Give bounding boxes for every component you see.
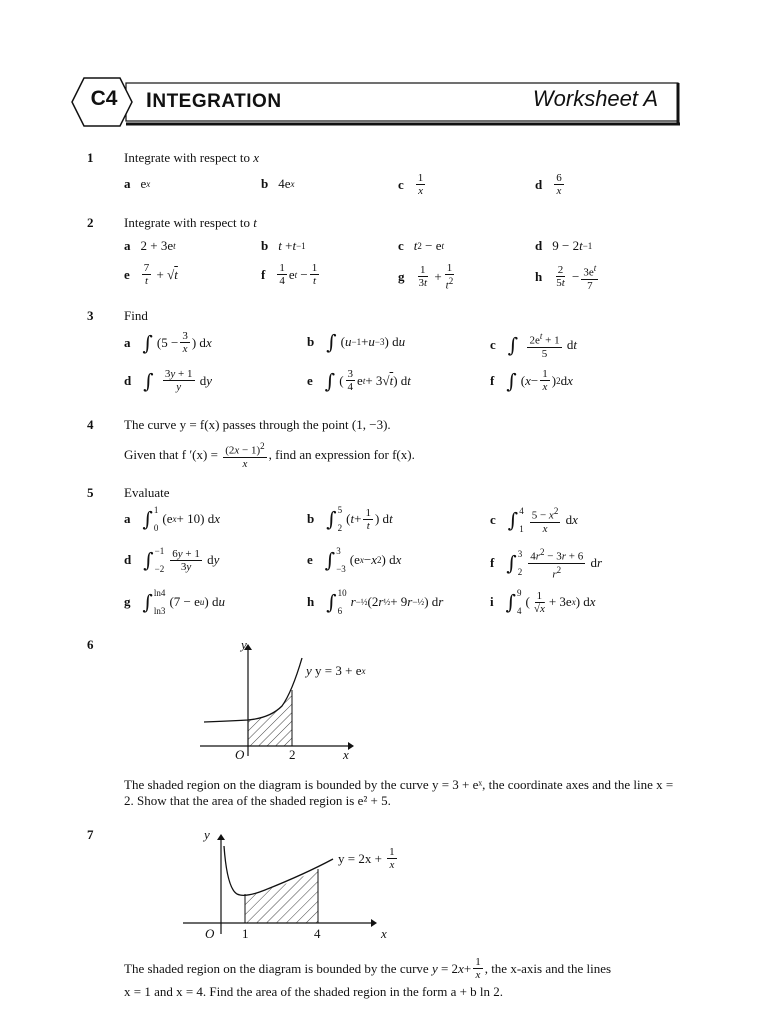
q1-part-d: d $\frac{6}{x}$ bbox=[535, 172, 562, 197]
q2-part-f: f $\frac{1}{4}$ e t − $\frac{1}{t}$ bbox=[261, 262, 318, 287]
question-text: The curve y = f(x) passes through the point (1, −3). bbox=[124, 417, 391, 432]
q5-part-c: c ∫ 4 1 $\frac{5 - x^2}{x}$ d x bbox=[490, 505, 578, 535]
q5-part-h: h ∫ 10 6 r −½ (2 r ½ + 9 r −½ ) d r bbox=[307, 588, 444, 616]
q2-part-d: d 9 − 2 t −1 bbox=[535, 238, 593, 253]
worksheet-label: Worksheet A bbox=[532, 86, 658, 111]
section-title: INTEGRATION bbox=[146, 89, 282, 112]
question-number: 7 bbox=[87, 827, 94, 842]
q3-part-a: a ∫ (5 − $\frac{3}{x}$ ) d x bbox=[124, 330, 212, 355]
q5-part-e: e ∫ 3 −3 (e x − x 2 ) d x bbox=[307, 546, 402, 574]
question-number: 5 bbox=[87, 485, 94, 500]
question-number: 4 bbox=[87, 417, 94, 432]
question-text: The shaded region on the diagram is bounded by the curve y = 3 + eˣ, the coordinate axes and the line x = 2. Show that the area of the shaded region is e² + 5. bbox=[124, 777, 674, 808]
q3-part-f: f ∫ ( x − $\frac{1}{x}$ ) 2 d x bbox=[490, 368, 573, 393]
question-text: The shaded region on the diagram is bounded by the curve y = 2 x + $\frac{1}{x}$ , the x-axis and the lines bbox=[124, 956, 612, 981]
question-prompt: Integrate with respect to x bbox=[124, 150, 260, 165]
origin-label: O bbox=[235, 747, 245, 762]
q2-part-c: c t 2 − e t bbox=[398, 238, 445, 253]
q3-part-b: b ∫ ( u −1 + u −3 ) d u bbox=[307, 330, 406, 354]
question-prompt: Integrate with respect to t bbox=[124, 215, 257, 230]
q2-part-e: e $\frac{7}{t}$ + √ t bbox=[124, 262, 178, 287]
question-prompt: Find bbox=[124, 308, 148, 323]
question-number: 1 bbox=[87, 150, 94, 165]
tick-label-1: 1 bbox=[242, 926, 249, 941]
question-text-2: x = 1 and x = 4. Find the area of the shaded region in the form a + b ln 2. bbox=[124, 984, 504, 999]
q5-part-a: a ∫ 1 0 (e x + 10) d x bbox=[124, 505, 220, 533]
x-axis-label: x bbox=[343, 747, 349, 762]
section-code: C4 bbox=[90, 87, 118, 110]
y-axis-label: y bbox=[204, 827, 210, 842]
q5-part-i: i ∫ 9 4 ( $\frac{1}{√x}$ + 3e x ) d x bbox=[490, 588, 596, 616]
question-text-2: Given that f ′(x) = $\frac{(2x - 1)^2}{x}$ , find an expression for f(x). bbox=[124, 441, 415, 470]
q3-part-c: c ∫ $\frac{2e^t + 1}{5}$ d t bbox=[490, 331, 577, 360]
origin-label: O bbox=[205, 926, 215, 941]
question-number: 6 bbox=[87, 637, 94, 652]
q3-part-d: d ∫ $\frac{3y + 1}{y}$ d y bbox=[124, 368, 213, 393]
curve-label: y y = 3 + e x bbox=[306, 663, 366, 678]
question-number: 3 bbox=[87, 308, 94, 323]
q2-part-b: b t + t −1 bbox=[261, 238, 306, 253]
q5-part-g: g ∫ ln4 ln3 (7 − e u ) d u bbox=[124, 588, 225, 616]
q5-part-d: d ∫ −1 −2 $\frac{6y + 1}{3y}$ d y bbox=[124, 546, 220, 574]
q3-part-e: e ∫ ( $\frac{3}{4}$ e t + 3√ t ) d t bbox=[307, 368, 411, 393]
q2-part-g: g $\frac{1}{3t}$ + $\frac{1}{t^2}$ bbox=[398, 262, 454, 292]
x-axis-label: x bbox=[381, 926, 387, 941]
question-number: 2 bbox=[87, 215, 94, 230]
q2-part-h: h $\frac{2}{5t}$ − $\frac{3e^t}{7}$ bbox=[535, 263, 597, 292]
question-prompt: Evaluate bbox=[124, 485, 170, 500]
y-axis-label: y bbox=[241, 637, 247, 652]
q2-part-a: a 2 + 3e t bbox=[124, 238, 176, 253]
tick-label-4: 4 bbox=[314, 926, 321, 941]
q1-part-c: c $\frac{1}{x}$ bbox=[398, 172, 424, 197]
q1-part-a: a e x bbox=[124, 176, 151, 191]
curve-label: y = 2x + $\frac{1}{x}$ bbox=[338, 846, 395, 871]
tick-label-2: 2 bbox=[289, 747, 296, 762]
q5-part-b: b ∫ 5 2 ( t + $\frac{1}{t}$ ) d t bbox=[307, 505, 393, 533]
worksheet-header bbox=[70, 76, 680, 128]
q5-part-f: f ∫ 3 2 $\frac{4r^2 - 3r + 6}{r^2}$ d r bbox=[490, 547, 603, 581]
q1-part-b: b 4e x bbox=[261, 176, 295, 191]
